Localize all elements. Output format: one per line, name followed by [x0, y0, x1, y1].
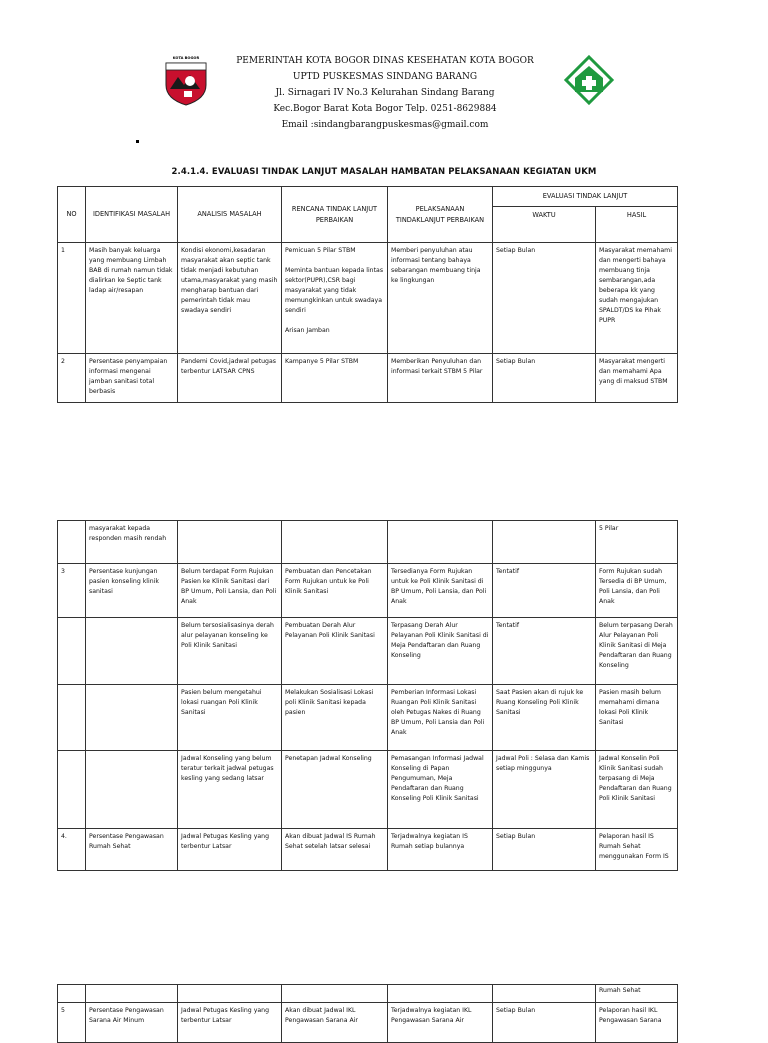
cell-no: [58, 985, 86, 1003]
col-evaluasi: EVALUASI TINDAK LANJUT: [493, 187, 678, 207]
cell-waktu: [493, 521, 596, 564]
evaluation-table-page3: [57, 984, 678, 1043]
cell-hasil: Pelaporan hasil IS Rumah Sehat menggunakan Form IS: [596, 829, 678, 871]
cell-waktu: Jadwal Poli : Selasa dan Kamis setiap minggunya: [493, 751, 596, 829]
cell-waktu: [493, 985, 596, 1003]
cell-hasil: Masyarakat mengerti dan memahami Apa yang di maksud STBM: [596, 354, 678, 403]
cell-identifikasi: Persentase kunjungan pasien konseling klinik sanitasi: [86, 564, 178, 618]
table-row: [58, 354, 678, 403]
cell-pelaksanaan: [388, 521, 493, 564]
cell-hasil: Pasien masih belum memahami dimana lokasi Poli Klinik Sanitasi: [596, 685, 678, 751]
cell-identifikasi: Persentase Pengawasan Rumah Sehat: [86, 829, 178, 871]
cell-waktu: Setiap Bulan: [493, 243, 596, 354]
header-line-email: Email :sindangbarangpuskesmas@gmail.com: [281, 120, 489, 130]
table-row: [58, 685, 678, 751]
cell-rencana: Akan dibuat Jadwal IKL Pengawasan Sarana Air: [282, 1003, 388, 1043]
cell-analisis: Belum terdapat Form Rujukan Pasien ke Klinik Sanitasi dari BP Umum, Poli Lansia, dan Poli Anak: [178, 564, 282, 618]
cell-analisis: Jadwal Konseling yang belum teratur terkait jadwal petugas kesling yang sedang latsar: [178, 751, 282, 829]
cell-pelaksanaan: Tersedianya Form Rujukan untuk ke Poli Klinik Sanitasi di BP Umum, Poli Lansia, dan Poli Anak: [388, 564, 493, 618]
bullet-mark: [136, 140, 139, 143]
cell-hasil: 5 Pilar: [596, 521, 678, 564]
cell-no: [58, 618, 86, 685]
cell-hasil: Rumah Sehat: [596, 985, 678, 1003]
table-row: [58, 521, 678, 564]
evaluation-table-page1: [57, 186, 678, 403]
cell-analisis: [178, 985, 282, 1003]
cell-pelaksanaan: Pemberian Informasi Lokasi Ruangan Poli Klinik Sanitasi oleh Petugas Nakes di Ruang BP Umum, Poli Lansia dan Poli Anak: [388, 685, 493, 751]
cell-analisis: Jadwal Petugas Kesling yang terbentur Latsar: [178, 1003, 282, 1043]
cell-identifikasi: Masih banyak keluarga yang membuang Limbah BAB di rumah namun tidak dialirkan ke Septic tank ladap air/resapan: [86, 243, 178, 354]
cell-waktu: Setiap Bulan: [493, 354, 596, 403]
header-line-uptd: UPTD PUSKESMAS SINDANG BARANG: [292, 72, 478, 82]
table-row: [58, 829, 678, 871]
cell-rencana: Pemicuan 5 Pilar STBM Meminta bantuan kepada lintas sektor(PUPR),CSR bagi masyarakat yang tidak memungkinkan untuk swadaya sendiri Arisan Jamban: [282, 243, 388, 354]
table-row: [58, 618, 678, 685]
cell-waktu: Tentatif: [493, 564, 596, 618]
col-pelaksanaan: PELAKSANAAN TINDAKLANJUT PERBAIKAN: [388, 187, 493, 243]
col-analisis: ANALISIS MASALAH: [178, 187, 282, 243]
cell-analisis: [178, 521, 282, 564]
cell-hasil: Form Rujukan sudah Tersedia di BP Umum, Poli Lansia, dan Poli Anak: [596, 564, 678, 618]
cell-waktu: Tentatif: [493, 618, 596, 685]
cell-hasil: Pelaporan hasil IKL Pengawasan Sarana: [596, 1003, 678, 1043]
cell-pelaksanaan: Terjadwalnya kegiatan IS Rumah setiap bulannya: [388, 829, 493, 871]
table-row: [58, 243, 678, 354]
cell-rencana: Melakukan Sosialisasi Lokasi poli Klinik Sanitasi kepada pasien: [282, 685, 388, 751]
cell-identifikasi: [86, 751, 178, 829]
cell-hasil: Belum terpasang Derah Alur Pelayanan Poli Klinik Sanitasi di Meja Pendaftaran dan Ruang Konseling: [596, 618, 678, 685]
cell-rencana: [282, 521, 388, 564]
col-rencana: RENCANA TINDAK LANJUT PERBAIKAN: [282, 187, 388, 243]
cell-identifikasi: Persentase Pengawasan Sarana Air Minum: [86, 1003, 178, 1043]
cell-analisis: Pasien belum mengetahui lokasi ruangan Poli Klinik Sanitasi: [178, 685, 282, 751]
cell-analisis: Belum tersosialisasinya derah alur pelayanan konseling ke Poli Klinik Sanitasi: [178, 618, 282, 685]
col-hasil: HASIL: [596, 207, 678, 243]
cell-identifikasi: Persentase penyampaian informasi mengenai jamban sanitasi total berbasis: [86, 354, 178, 403]
kota-bogor-emblem-icon: [160, 55, 212, 107]
cell-no: 5: [58, 1003, 86, 1043]
cell-no: [58, 685, 86, 751]
cell-rencana: Pembuatan Derah Alur Pelayanan Poli Klinik Sanitasi: [282, 618, 388, 685]
header-line-address: Jl. Sirnagari IV No.3 Kelurahan Sindang Barang: [275, 88, 495, 98]
cell-no: [58, 521, 86, 564]
cell-no: 2: [58, 354, 86, 403]
cell-pelaksanaan: Terjadwalnya kegiatan IKL Pengawasan Sarana Air: [388, 1003, 493, 1043]
cell-no: 4.: [58, 829, 86, 871]
cell-no: 3: [58, 564, 86, 618]
cell-waktu: Setiap Bulan: [493, 1003, 596, 1043]
section-title: 2.4.1.4. EVALUASI TINDAK LANJUT MASALAH HAMBATAN PELAKSANAAN KEGIATAN UKM: [171, 167, 597, 177]
cell-hasil: Masyarakat memahami dan mengerti bahaya membuang tinja sembarangan,ada beberapa kk yang sudah mengajukan SPALDT/DS ke Pihak PUPR: [596, 243, 678, 354]
cell-rencana: Akan dibuat Jadwal IS Rumah Sehat setelah latsar selesai: [282, 829, 388, 871]
cell-analisis: Kondisi ekonomi,kesadaran masyarakat akan septic tank tidak menjadi kebutuhan utama,masyarakat yang masih mengharap bantuan dari pemerintah tidak mau swadaya sendiri: [178, 243, 282, 354]
cell-no: [58, 751, 86, 829]
cell-pelaksanaan: Terpasang Derah Alur Pelayanan Poli Klinik Sanitasi di Meja Pendaftaran dan Ruang Konseling: [388, 618, 493, 685]
logo-caption: KOTA BOGOR: [172, 56, 200, 60]
cell-hasil: Jadwal Konselin Poli Klinik Sanitasi sudah terpasang di Meja Pendaftaran dan Ruang Poli Klinik Sanitasi: [596, 751, 678, 829]
cell-identifikasi: [86, 618, 178, 685]
cell-pelaksanaan: Pemasangan Informasi Jadwal Konseling di Papan Pengumuman, Meja Pendaftaran dan Ruang Konseling Poli Klinik Sanitasi: [388, 751, 493, 829]
cell-pelaksanaan: [388, 985, 493, 1003]
letterhead-text: [220, 53, 550, 133]
table-row: [58, 564, 678, 618]
cell-rencana: Pembuatan dan Pencetakan Form Rujukan untuk ke Poli Klinik Sanitasi: [282, 564, 388, 618]
cell-identifikasi: [86, 685, 178, 751]
cell-identifikasi: [86, 985, 178, 1003]
evaluation-table-page2: [57, 520, 678, 871]
cell-rencana: Penetapan Jadwal Konseling: [282, 751, 388, 829]
cell-pelaksanaan: Memberikan Penyuluhan dan informasi terkait STBM 5 Pilar: [388, 354, 493, 403]
header-line-phone: Kec.Bogor Barat Kota Bogor Telp. 0251-8629884: [273, 104, 497, 114]
header-line-agency: PEMERINTAH KOTA BOGOR DINAS KESEHATAN KOTA BOGOR: [236, 56, 534, 66]
table-row: [58, 1003, 678, 1043]
table-row: [58, 985, 678, 1003]
cell-waktu: Saat Pasien akan di rujuk ke Ruang Konseling Poli Klinik Sanitasi: [493, 685, 596, 751]
cell-no: 1: [58, 243, 86, 354]
cell-rencana: Kampanye 5 Pilar STBM: [282, 354, 388, 403]
col-waktu: WAKTU: [493, 207, 596, 243]
col-no: NO: [58, 187, 86, 243]
cell-analisis: Jadwal Petugas Kesling yang terbentur Latsar: [178, 829, 282, 871]
col-identifikasi: IDENTIFIKASI MASALAH: [86, 187, 178, 243]
puskesmas-logo-icon: [563, 54, 615, 106]
letterhead: [0, 0, 768, 140]
cell-analisis: Pandemi Covid,jadwal petugas terbentur LATSAR CPNS: [178, 354, 282, 403]
table-row: [58, 751, 678, 829]
cell-rencana: [282, 985, 388, 1003]
cell-pelaksanaan: Memberi penyuluhan atau informasi tentang bahaya sebarangan membuang tinja ke lingkungan: [388, 243, 493, 354]
cell-identifikasi: masyarakat kepada responden masih rendah: [86, 521, 178, 564]
cell-waktu: Setiap Bulan: [493, 829, 596, 871]
